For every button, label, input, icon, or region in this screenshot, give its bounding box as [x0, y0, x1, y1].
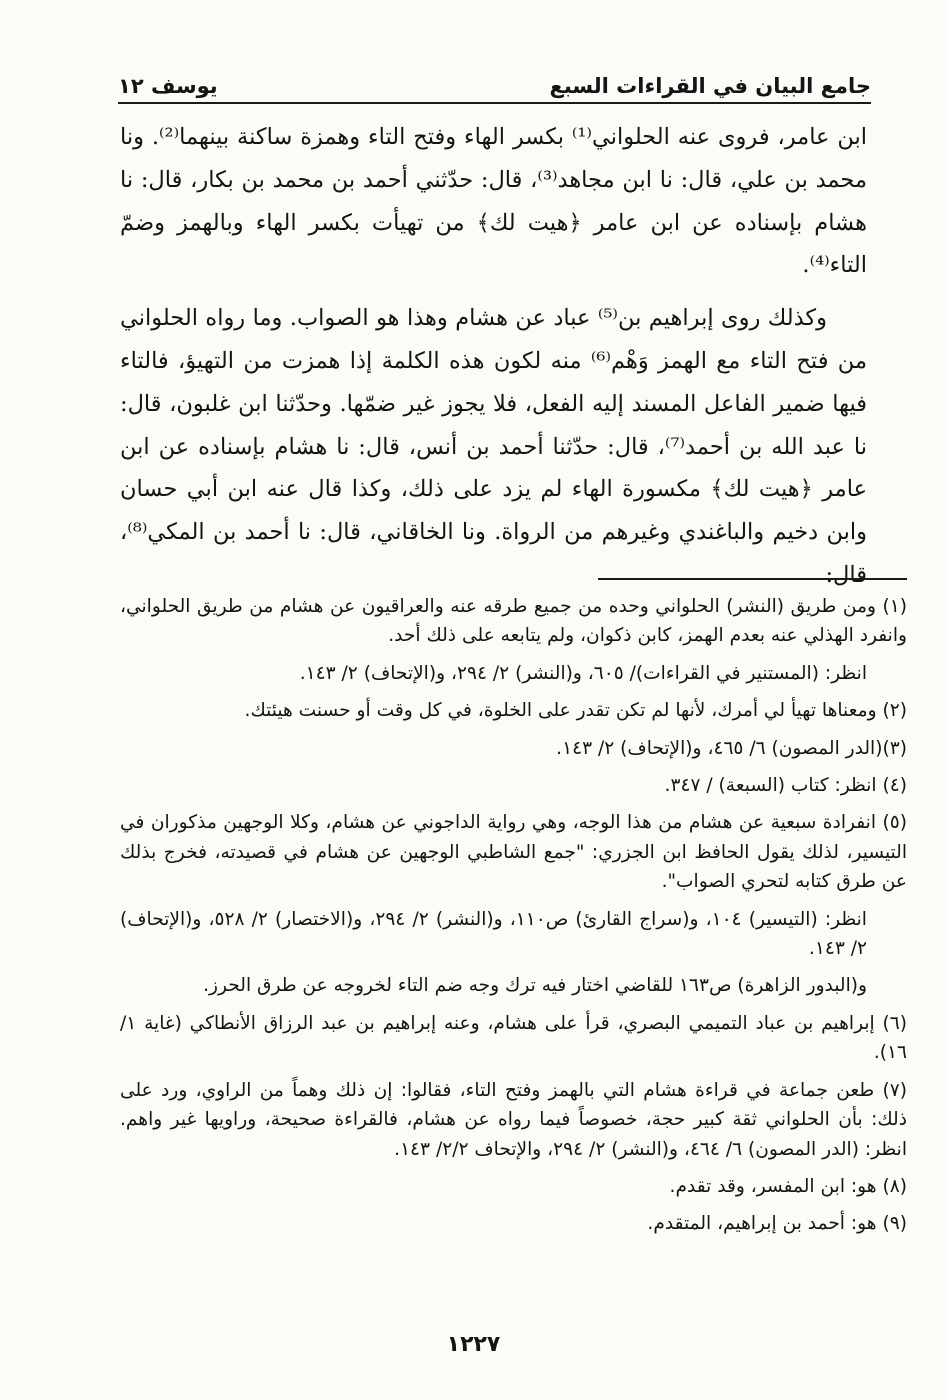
running-header [118, 58, 871, 98]
footnote-1-reference: انظر: (المستنير في القراءات)/ ٦٠٥، و(النشر) ٢/ ٢٩٤، و(الإتحاف) ٢/ ١٤٣. [299, 662, 867, 684]
header-divider [118, 102, 871, 104]
footnote-7: (٧) طعن جماعة في قراءة هشام التي بالهمز وفتح التاء، فقالوا: إن ذلك وهماً من الراوي، ورد على ذلك: بأن الحلواني ثقة كبير حجة، خصوصاً فيما رواه عن هشام، فالقراءة صحيحة، وراويها غير واهم. انظر: (الدر المصون) ٦/ ٤٦٤، و(النشر) ٢/ ٢٩٤، والإتحاف ٢/٢/ ١٤٣. [120, 1079, 907, 1160]
footnote-8: (٨) هو: ابن المفسر، وقد تقدم. [669, 1175, 907, 1197]
footnote-1: (١) ومن طريق (النشر) الحلواني وحده من جميع طرقه عنه والعراقيون عن هشام من طريق الحلواني، وانفرد الهذلي عنه بعدم الهمز، كابن ذكوان، ولم يتابعه على ذلك أحد. [120, 596, 907, 647]
footnote-divider [598, 578, 907, 580]
surah-verse-label: يوسف ١٢ [118, 74, 218, 98]
footnote-9: (٩) هو: أحمد بن إبراهيم، المتقدم. [647, 1213, 907, 1235]
main-text [120, 116, 867, 607]
body-paragraph: وكذلك روى إبراهيم بن⁽⁵⁾ عباد عن هشام وهذا هو الصواب. وما رواه الحلواني من فتح التاء مع الهمز وَهْم⁽⁶⁾ منه لكون هذه الكلمة إذا همزت من التهيؤ، فالتاء فيها ضمير الفاعل المسند إليه الفعل، فلا يجوز غير ضمّها. وحدّثنا ابن غلبون، قال: نا عبد الله بن أحمد⁽⁷⁾، قال: حدّثنا أحمد بن أنس، قال: نا هشام بإسناده عن ابن عامر ﴿هيت لك﴾ مكسورة الهاء لم يزد على ذلك، وكذا قال عنه ابن أبي حسان وابن دخيم والباغندي وغيرهم من الرواة. ونا الخاقاني، قال: نا أحمد بن المكي⁽⁸⁾، قال: [120, 305, 867, 588]
footnote-2: (٢) ومعناها تهيأ لي أمرك، لأنها لم تكن تقدر على الخلوة، في كل وقت أو حسنت هيئتك. [244, 700, 907, 722]
footnote-5-note: و(البدور الزاهرة) ص١٦٣ للقاضي اختار فيه ترك وجه ضم التاء لخروجه عن طرق الحرز. [203, 975, 867, 997]
page-number: ١٢٢٧ [446, 1332, 501, 1357]
footnote-6: (٦) إبراهيم بن عباد التميمي البصري، قرأ على هشام، وعنه إبراهيم بن عبد الرزاق الأنطاكي (غاية ١/ ١٦). [120, 1012, 907, 1064]
footnote-5-reference: انظر: (التيسير) ١٠٤، و(سراج القارئ) ص١١٠، و(النشر) ٢/ ٢٩٤، و(الاختصار) ٢/ ٥٢٨، و(الإتحاف) ٢/ ١٤٣. [120, 908, 867, 960]
footnote-5: (٥) انفرادة سبعية عن هشام من هذا الوجه، وهي رواية الداجوني عن هشام، وكلا الوجهين مذكوران في التيسير، لذلك يقول الحافظ ابن الجزري: "جمع الشاطبي الوجهين عن هشام في قصيدته، فخرج بذلك عن طرق كتابه لتحري الصواب". [120, 812, 907, 893]
footnotes-section [120, 592, 907, 1247]
book-title: جامع البيان في القراءات السبع [549, 74, 871, 98]
body-paragraph: ابن عامر، فروى عنه الحلواني⁽¹⁾ بكسر الهاء وفتح التاء وهمزة ساكنة بينهما⁽²⁾. ونا محمد بن علي، قال: نا ابن مجاهد⁽³⁾، قال: حدّثني أحمد بن محمد بن بكار، قال: نا هشام بإسناده عن ابن عامر ﴿هيت لك﴾ من تهيأت بكسر الهاء وبالهمز وضمّ التاء⁽⁴⁾. [120, 124, 867, 279]
footnote-4: (٤) انظر: كتاب (السبعة) / ٣٤٧. [664, 775, 907, 797]
footnote-3: (٣)(الدر المصون) ٦/ ٤٦٥، و(الإتحاف) ٢/ ١٤٣. [556, 737, 907, 759]
